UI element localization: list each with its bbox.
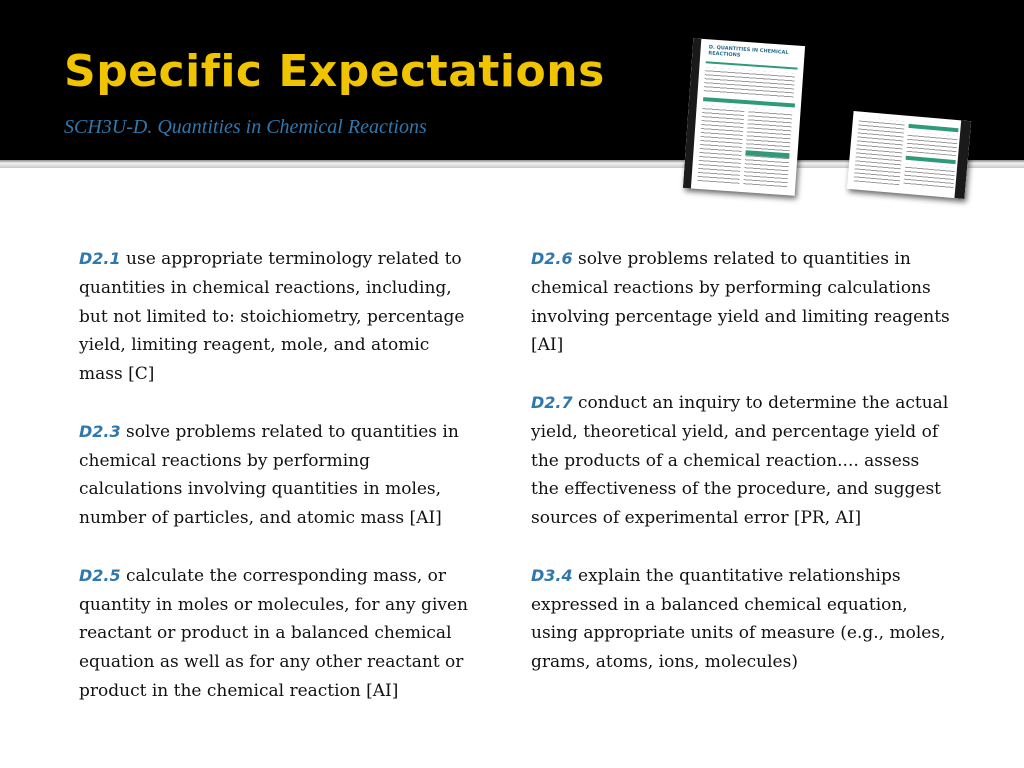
expectation-text: use appropriate terminology related to quantities in chemical reactions, including, but not limited to: stoichiometry, percentage yield, limiting reagent, mole, and atomic mass [C] bbox=[79, 249, 465, 385]
expectation-item bbox=[531, 562, 951, 677]
thumbnail-section-bar bbox=[906, 156, 956, 164]
slide-title: Specific Expectations bbox=[64, 46, 605, 97]
curriculum-page-thumbnail bbox=[847, 111, 971, 199]
expectation-code: D3.4 bbox=[531, 565, 573, 585]
expectation-item bbox=[79, 418, 474, 533]
thumbnail-text-block bbox=[853, 118, 904, 186]
expectation-text: conduct an inquiry to determine the actual yield, theoretical yield, and percentage yield of the products of a chemical reaction.... assess the effectiveness of the procedure, and suggest sources of experimental error [PR, AI] bbox=[531, 392, 949, 529]
expectations-left-column bbox=[79, 245, 474, 735]
slide-subtitle: SCH3U-D. Quantities in Chemical Reactions bbox=[64, 116, 427, 138]
expectation-text: explain the quantitative relationships expressed in a balanced chemical equation, using appropriate units of measure (e.g., moles, grams, atoms, ions, molecules) bbox=[531, 565, 946, 673]
expectation-item bbox=[531, 389, 951, 533]
expectation-code: D2.5 bbox=[79, 565, 121, 585]
expectation-code: D2.7 bbox=[531, 392, 573, 412]
expectation-code: D2.3 bbox=[79, 421, 121, 441]
expectation-text: calculate the corresponding mass, or quantity in moles or molecules, for any given reactant or product in a balanced chemical equation as well as for any other reactant or product in the chemical reaction [AI] bbox=[79, 565, 468, 701]
expectation-item bbox=[79, 562, 474, 706]
thumbnail-heading: D. QUANTITIES IN CHEMICAL REACTIONS bbox=[708, 44, 789, 59]
expectation-item bbox=[531, 245, 951, 360]
thumbnail-text-block bbox=[704, 67, 796, 99]
expectations-right-column bbox=[531, 245, 951, 706]
expectation-code: D2.6 bbox=[531, 249, 573, 268]
thumbnail-text-block bbox=[697, 105, 744, 186]
expectation-text: solve problems related to quantities in chemical reactions by performing calculations involving percentage yield and limiting reagents [AI] bbox=[531, 249, 950, 356]
thumbnail-section-bar bbox=[908, 124, 958, 132]
expectation-code: D2.1 bbox=[79, 249, 121, 268]
curriculum-page-thumbnail bbox=[683, 38, 805, 195]
expectation-text: solve problems related to quantities in chemical reactions by performing calculations involving quantities in moles, number of particles, and atomic mass [AI] bbox=[79, 421, 459, 529]
thumbnail-text-block bbox=[903, 164, 955, 190]
expectation-item bbox=[79, 245, 474, 389]
thumbnail-text-block bbox=[743, 108, 792, 189]
thumbnail-text-block bbox=[906, 132, 958, 156]
